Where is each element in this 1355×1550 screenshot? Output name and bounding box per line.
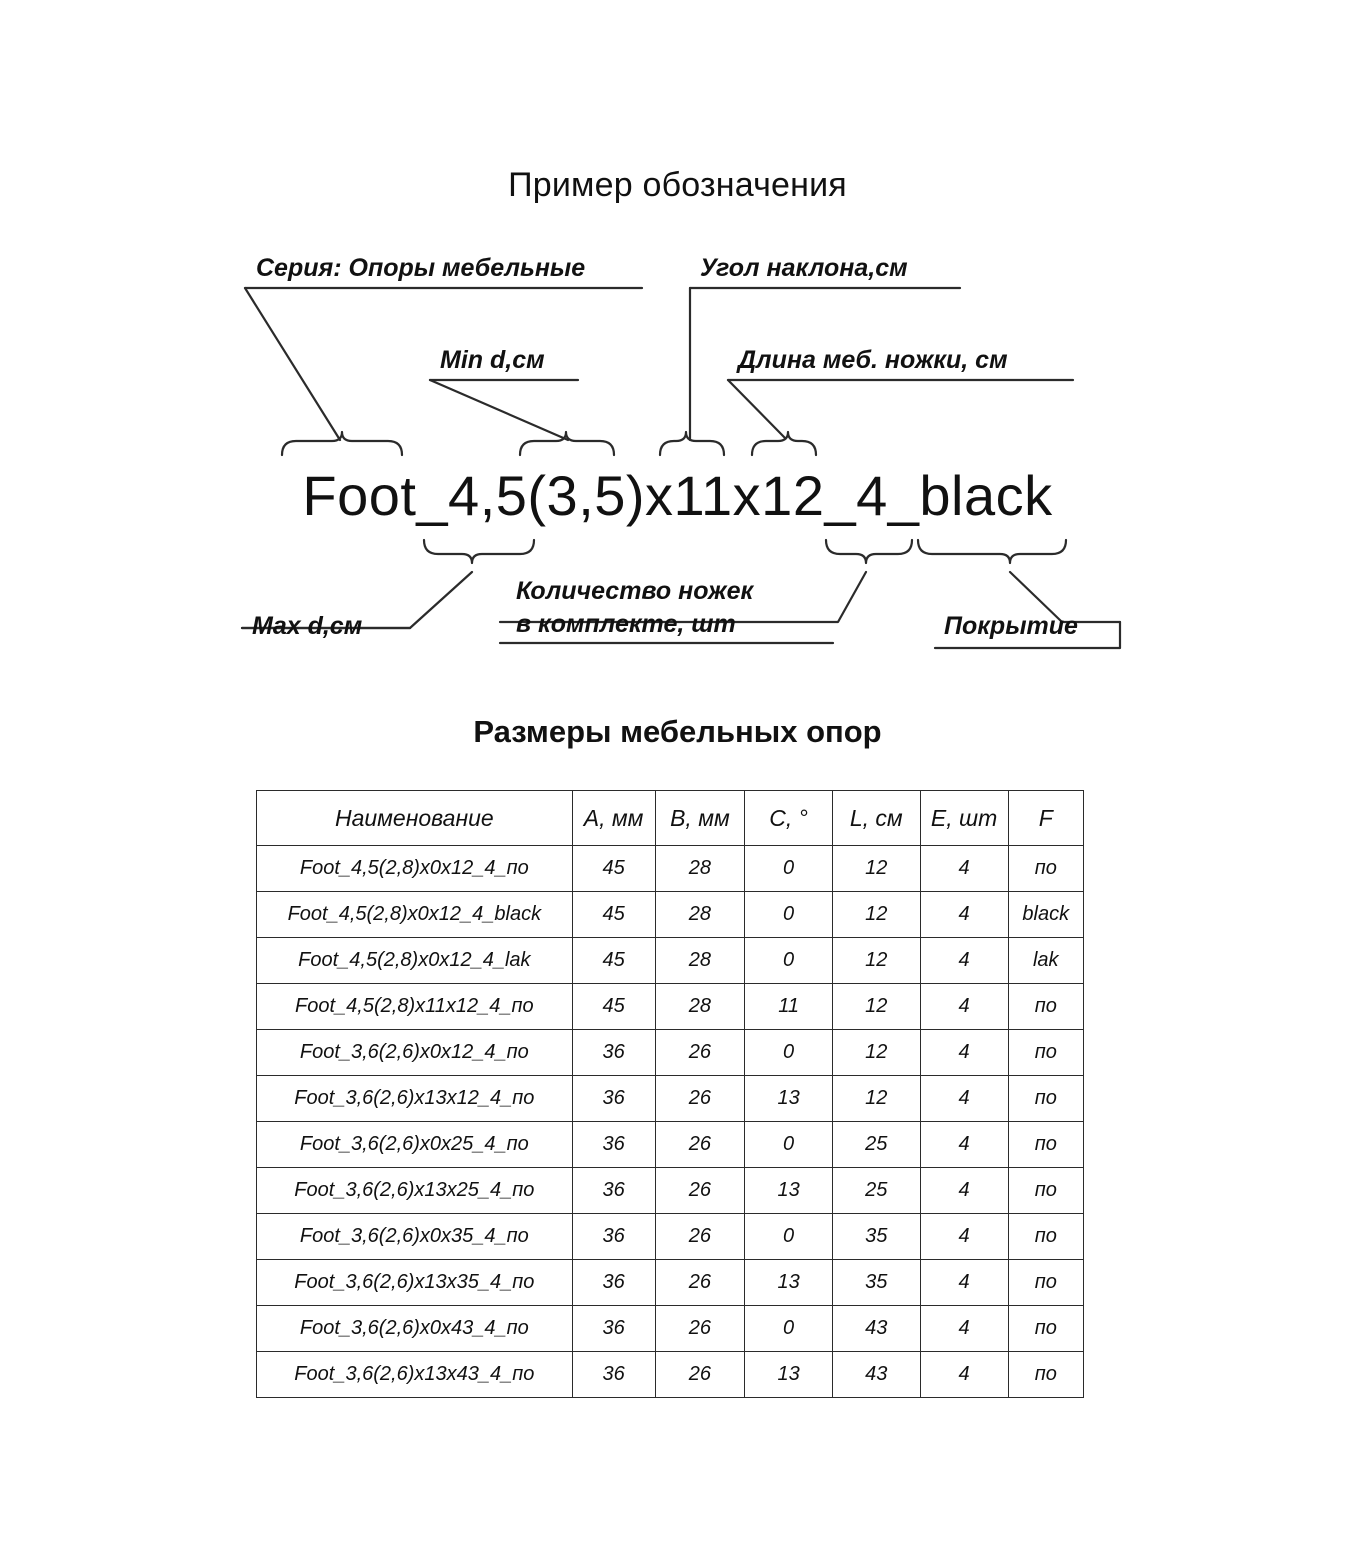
- column-header-f: F: [1008, 791, 1083, 846]
- cell-b: 28: [655, 984, 745, 1030]
- cell-f: по: [1008, 1352, 1083, 1398]
- column-header-c: C, °: [745, 791, 833, 846]
- table-row: [257, 1122, 1084, 1168]
- column-header-b: B, мм: [655, 791, 745, 846]
- cell-a: 45: [572, 938, 655, 984]
- cell-name: Foot_3,6(2,6)x0x35_4_по: [257, 1214, 573, 1260]
- cell-e: 4: [920, 1260, 1008, 1306]
- cell-f: по: [1008, 1260, 1083, 1306]
- table-row: [257, 1260, 1084, 1306]
- cell-a: 36: [572, 1352, 655, 1398]
- cell-l: 43: [832, 1306, 920, 1352]
- cell-f: по: [1008, 846, 1083, 892]
- cell-b: 28: [655, 846, 745, 892]
- cell-e: 4: [920, 1306, 1008, 1352]
- cell-e: 4: [920, 1352, 1008, 1398]
- cell-e: 4: [920, 984, 1008, 1030]
- cell-l: 43: [832, 1352, 920, 1398]
- cell-c: 0: [745, 1030, 833, 1076]
- cell-b: 26: [655, 1168, 745, 1214]
- callout-coating: Покрытие: [944, 612, 1078, 640]
- cell-l: 12: [832, 892, 920, 938]
- cell-e: 4: [920, 1214, 1008, 1260]
- cell-name: Foot_4,5(2,8)x11x12_4_по: [257, 984, 573, 1030]
- cell-name: Foot_3,6(2,6)x13x35_4_по: [257, 1260, 573, 1306]
- cell-name: Foot_4,5(2,8)x0x12_4_по: [257, 846, 573, 892]
- column-header-name: Наименование: [257, 791, 573, 846]
- cell-f: по: [1008, 1122, 1083, 1168]
- callout-min-d: Min d,см: [440, 346, 545, 374]
- cell-b: 28: [655, 938, 745, 984]
- table-row: [257, 1076, 1084, 1122]
- cell-b: 26: [655, 1122, 745, 1168]
- cell-c: 0: [745, 1306, 833, 1352]
- callout-length: Длина меб. ножки, см: [738, 346, 1008, 374]
- cell-c: 0: [745, 1214, 833, 1260]
- table-row: [257, 1352, 1084, 1398]
- cell-a: 36: [572, 1122, 655, 1168]
- cell-a: 36: [572, 1168, 655, 1214]
- table-body: [257, 846, 1084, 1398]
- cell-c: 13: [745, 1260, 833, 1306]
- cell-a: 36: [572, 1030, 655, 1076]
- cell-e: 4: [920, 1168, 1008, 1214]
- cell-f: lak: [1008, 938, 1083, 984]
- table-row: [257, 984, 1084, 1030]
- cell-e: 4: [920, 846, 1008, 892]
- table-row: [257, 892, 1084, 938]
- cell-name: Foot_4,5(2,8)x0x12_4_black: [257, 892, 573, 938]
- cell-a: 45: [572, 984, 655, 1030]
- cell-l: 25: [832, 1122, 920, 1168]
- cell-l: 12: [832, 984, 920, 1030]
- table-header-row: [257, 791, 1084, 846]
- cell-name: Foot_3,6(2,6)x0x12_4_по: [257, 1030, 573, 1076]
- cell-c: 11: [745, 984, 833, 1030]
- designation-code: Foot_4,5(3,5)x11x12_4_black: [302, 464, 1053, 527]
- callout-series: Серия: Опоры мебельные: [256, 254, 586, 282]
- sizes-table: [256, 790, 1084, 1398]
- column-header-l: L, см: [832, 791, 920, 846]
- cell-name: Foot_3,6(2,6)x13x43_4_по: [257, 1352, 573, 1398]
- cell-e: 4: [920, 892, 1008, 938]
- table-row: [257, 1306, 1084, 1352]
- cell-e: 4: [920, 938, 1008, 984]
- table-row: [257, 1168, 1084, 1214]
- cell-name: Foot_3,6(2,6)x0x43_4_по: [257, 1306, 573, 1352]
- cell-a: 36: [572, 1306, 655, 1352]
- cell-name: Foot_3,6(2,6)x0x25_4_по: [257, 1122, 573, 1168]
- cell-name: Foot_3,6(2,6)x13x12_4_по: [257, 1076, 573, 1122]
- cell-f: по: [1008, 1306, 1083, 1352]
- cell-b: 26: [655, 1306, 745, 1352]
- cell-l: 35: [832, 1214, 920, 1260]
- cell-f: по: [1008, 1076, 1083, 1122]
- table-row: [257, 1214, 1084, 1260]
- table-row: [257, 846, 1084, 892]
- cell-l: 35: [832, 1260, 920, 1306]
- cell-l: 12: [832, 846, 920, 892]
- callout-quantity-line1: Количество ножек: [516, 577, 754, 605]
- cell-b: 26: [655, 1352, 745, 1398]
- callout-max-d: Max d,см: [252, 612, 363, 640]
- cell-f: black: [1008, 892, 1083, 938]
- cell-b: 26: [655, 1260, 745, 1306]
- cell-a: 36: [572, 1214, 655, 1260]
- column-header-e: E, шт: [920, 791, 1008, 846]
- callout-angle: Угол наклона,см: [700, 254, 908, 282]
- cell-a: 45: [572, 846, 655, 892]
- cell-b: 28: [655, 892, 745, 938]
- table-row: [257, 1030, 1084, 1076]
- cell-e: 4: [920, 1030, 1008, 1076]
- cell-l: 12: [832, 938, 920, 984]
- cell-a: 36: [572, 1076, 655, 1122]
- cell-a: 36: [572, 1260, 655, 1306]
- cell-name: Foot_4,5(2,8)x0x12_4_lak: [257, 938, 573, 984]
- cell-l: 12: [832, 1030, 920, 1076]
- column-header-a: A, мм: [572, 791, 655, 846]
- cell-c: 0: [745, 846, 833, 892]
- cell-c: 0: [745, 1122, 833, 1168]
- cell-b: 26: [655, 1214, 745, 1260]
- cell-name: Foot_3,6(2,6)x13x25_4_по: [257, 1168, 573, 1214]
- cell-f: по: [1008, 1214, 1083, 1260]
- cell-c: 13: [745, 1076, 833, 1122]
- cell-b: 26: [655, 1076, 745, 1122]
- cell-e: 4: [920, 1122, 1008, 1168]
- cell-f: по: [1008, 984, 1083, 1030]
- cell-c: 13: [745, 1168, 833, 1214]
- cell-c: 13: [745, 1352, 833, 1398]
- page-title: Пример обозначения: [508, 166, 847, 204]
- cell-b: 26: [655, 1030, 745, 1076]
- callout-quantity-line2: в комплекте, шт: [516, 610, 736, 638]
- cell-c: 0: [745, 938, 833, 984]
- cell-l: 25: [832, 1168, 920, 1214]
- table-title: Размеры мебельных опор: [473, 714, 882, 749]
- cell-l: 12: [832, 1076, 920, 1122]
- cell-f: по: [1008, 1030, 1083, 1076]
- table-row: [257, 938, 1084, 984]
- cell-c: 0: [745, 892, 833, 938]
- cell-e: 4: [920, 1076, 1008, 1122]
- sizes-table-wrap: [256, 790, 1084, 1398]
- cell-f: по: [1008, 1168, 1083, 1214]
- cell-a: 45: [572, 892, 655, 938]
